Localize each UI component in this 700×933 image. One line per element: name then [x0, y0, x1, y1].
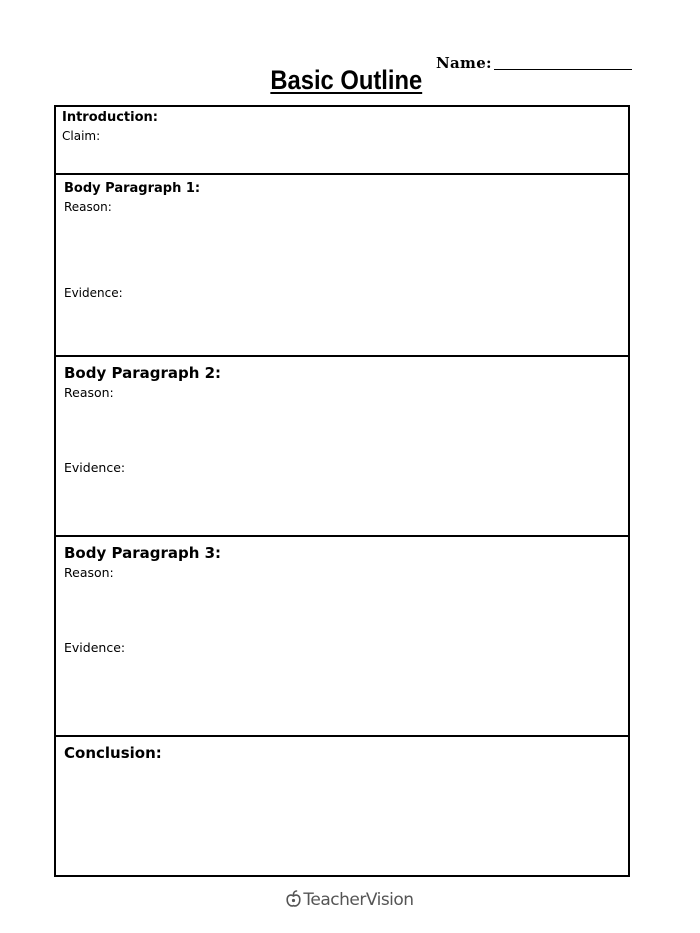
body-3-reason-label: Reason:: [64, 565, 114, 580]
claim-label: Claim:: [62, 129, 101, 143]
body-paragraph-3-heading: Body Paragraph 3:: [64, 544, 222, 562]
introduction-heading: Introduction:: [62, 110, 158, 125]
body-paragraph-1-heading: Body Paragraph 1:: [64, 181, 201, 196]
body-2-reason-label: Reason:: [64, 385, 114, 400]
name-label: Name:: [436, 54, 492, 72]
apple-icon: [286, 890, 301, 913]
introduction-section[interactable]: [56, 107, 628, 175]
body-1-evidence-label: Evidence:: [64, 286, 123, 300]
body-3-evidence-label: Evidence:: [64, 640, 126, 655]
page-title-wrapper: [0, 62, 700, 98]
footer-brand: TeacherVision: [303, 890, 414, 910]
conclusion-heading: Conclusion:: [64, 744, 162, 762]
conclusion-section[interactable]: [56, 737, 628, 875]
body-paragraph-2-heading: Body Paragraph 2:: [64, 364, 222, 382]
outline-table: [54, 105, 630, 877]
page-title: Basic Outline: [270, 65, 422, 95]
body-1-reason-label: Reason:: [64, 200, 112, 214]
body-paragraph-1-section[interactable]: [56, 175, 628, 357]
body-paragraph-3-section[interactable]: [56, 537, 628, 737]
footer-logo: [0, 890, 700, 913]
body-2-evidence-label: Evidence:: [64, 460, 126, 475]
body-paragraph-2-section[interactable]: [56, 357, 628, 537]
